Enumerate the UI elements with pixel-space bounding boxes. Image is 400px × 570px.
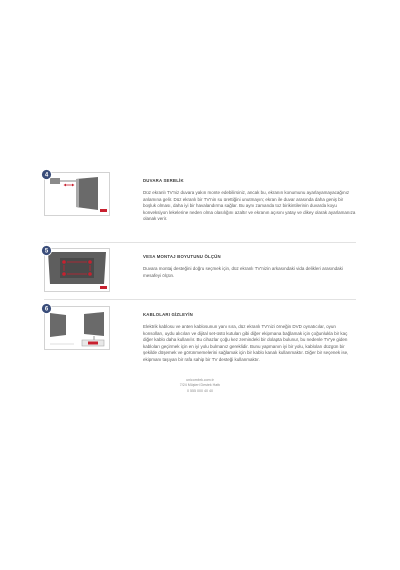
footer-tagline: 7/24 Müşteri Destek Hattı <box>179 383 221 388</box>
section-title: VESA MONTAJ BOYUTUNU ÖLÇÜN <box>143 254 221 259</box>
brand-logo-mark <box>100 286 107 289</box>
section-duvara-serblik <box>44 172 356 238</box>
step-number: 5 <box>44 248 49 255</box>
brand-logo-mark <box>100 209 107 212</box>
cable-hide-illustration <box>44 306 110 350</box>
section-divider <box>44 299 356 300</box>
wall-spacing-illustration <box>44 172 110 216</box>
section-body: Elektrik kablosu ve anten kablosunun yanı sıra, düz ekranlı TV'nizi örneğin DVD oynatıcılar, oyun konsolları, uydu alıcıları ve dijital set-üstü kutuları gibi diğer ekipmana bağlamak için çoğunlukla bir kaç diğer kablo daha kullanılır. Bu cihazlar çoğu kez zemindeki bir dolapta bulunur, bu nedenle TV'ye giden kabloları geçirmek için en iyi yolu bulmanız gereklidir. Bunu yapmanın iyi bir yolu, kabloları düzgün bir şekilde döşemek ve görünmemelerini sağlamak için bir kablo kanalı kullanmaktır. Diğer bir seçenek ise, ekipmanı taşıyan bir rafa sahip bir TV desteği kullanmaktır. <box>143 324 349 362</box>
section-body: Duvara montaj desteğini doğru seçmek için, düz ekranlı TV'nizin arkasındaki vida delikleri arasındaki mesafeyi ölçün. <box>143 266 343 278</box>
page-footer <box>0 378 400 394</box>
step-number: 6 <box>44 306 49 313</box>
vesa-measure-illustration <box>44 248 110 292</box>
footer-phone[interactable]: 0 555 000 40 40 <box>187 388 213 393</box>
section-vesa-olcum <box>44 248 356 294</box>
section-title: DUVARA SERBLİK <box>143 178 184 183</box>
section-title: KABLOLARI GİZLEYİN <box>143 312 193 317</box>
step-number: 4 <box>44 172 49 179</box>
footer-website[interactable]: unicornbrk.com.tr <box>186 378 214 382</box>
section-kablolari-gizleyin <box>44 306 356 372</box>
step-4-badge <box>41 169 52 180</box>
step-5-badge <box>41 245 52 256</box>
step-6-badge <box>41 303 52 314</box>
section-body: Düz ekranlı TV'niz duvara yakın monte edebilirsiniz, ancak bu, ekranın konumunu ayarlayamayacağınız anlamına gelir. Düz ekranlı bir TV'nin su ürettiğini unutmayın; ekran ile duvar arasında daha geniş bir boşluk olması, daha iyi bir havalandırma sağlar. Bu aynı zamanda toz birikintilerinin duvarda koyu konveksiyon lekelerine neden olma olasılığını azaltır ve ekranın açısını yatay ve dikey olarak ayarlamanıza olanak verir. <box>143 190 356 221</box>
section-divider <box>44 242 356 243</box>
